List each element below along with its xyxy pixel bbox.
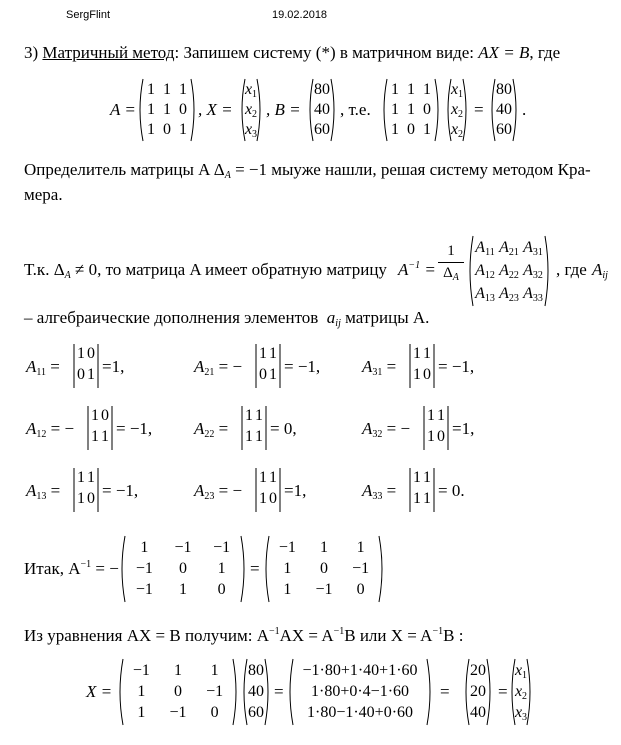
matrix-cell: −1 [132, 661, 150, 679]
inverse-line: Т.к. $\Delta_A \ne 0$, то матрица A имеет обратную матрицу [24, 260, 387, 281]
minor-result: = −1, [438, 357, 475, 376]
minor-label: $A_{33}$ = [362, 481, 397, 502]
dot: . [522, 100, 527, 119]
matrix-cell: 1 [210, 661, 219, 679]
vector-cell: $x_1$ [514, 661, 528, 681]
matrix-cell: 1 [391, 121, 399, 138]
inverse-fraction [438, 243, 464, 283]
matrix-cell: 0 [423, 101, 431, 118]
minor-cell: 0 [423, 366, 431, 383]
matrix-cell: 1 [391, 101, 399, 118]
minor-label: $A_{22}$ = [194, 419, 229, 440]
vector-cell: $x_2$ [514, 683, 528, 702]
vector-cell: $x_1$ [244, 81, 258, 100]
itak-eq: = − [95, 559, 119, 578]
matrix-cell: −1 [278, 538, 296, 556]
minor-result: = −1, [284, 357, 321, 376]
intro-equation: AX = B [478, 43, 530, 62]
alg-text: – алгебраические дополнения элементов [24, 308, 319, 327]
from-eq-1: Из уравнения AX = B получим: A [24, 626, 269, 645]
author-label: SergFlint [66, 9, 111, 21]
matrix-cell: 1 [178, 581, 187, 599]
matrix-cell: −1 [352, 560, 370, 577]
alg-line: – алгебраические дополнения элементов $a_{ij}$ матрицы A. [24, 308, 430, 329]
vector-cell: 20 [470, 661, 486, 679]
minor-cell: 1 [269, 366, 277, 383]
vector-cell: 40 [470, 704, 486, 722]
matrix-A-2 [380, 77, 442, 143]
from-eq-4: B : [443, 626, 464, 645]
matrix-cell: 1 [319, 538, 328, 556]
minor-cell: 0 [437, 428, 445, 445]
aij-letter: A [592, 260, 603, 279]
matrix-cell: 1 [407, 81, 415, 98]
matrix-cell: 0 [356, 581, 365, 599]
minor-determinant [408, 342, 436, 390]
matrix-cell: 1 [423, 81, 431, 98]
minor-cell: 1 [423, 469, 431, 486]
matrix-cell: $A_{21}$ [499, 239, 519, 259]
alg-text-2: матрицы A. [345, 308, 430, 327]
final-inverse [116, 657, 240, 727]
final-x [508, 657, 534, 727]
matrix-cell: 0 [179, 101, 187, 118]
inverse-A-symbol: $A^{-1}$ = [398, 260, 436, 279]
vector-cell: $x_1$ [450, 81, 464, 100]
where-label: , где [556, 260, 587, 279]
vector-cell: 80 [496, 81, 512, 98]
matrix-cell: 1 [179, 81, 187, 98]
vector-cell: 80 [248, 661, 264, 679]
minor-label: $A_{32}$ = − [362, 419, 411, 440]
vector-cell: 1·80−1·40+0·60 [306, 704, 414, 722]
matrix-cell: 0 [173, 683, 182, 700]
vector-B-2 [488, 77, 520, 143]
matrix-cell: 1 [179, 121, 187, 138]
vector-cell: 60 [496, 121, 512, 138]
vector-cell: −1·80+1·40+1·60 [302, 661, 418, 679]
minor-determinant [254, 342, 282, 390]
def-X-label: , X = [198, 100, 233, 119]
minor-cell: 1 [413, 469, 421, 486]
minor-determinant [72, 342, 100, 390]
matrix-cell: 1 [140, 538, 149, 556]
minor-cell: 1 [423, 490, 431, 507]
minor-determinant [240, 404, 268, 452]
minor-result: = 0, [270, 419, 297, 438]
final-X-label: X = [86, 682, 113, 701]
minor-cell: 1 [413, 366, 421, 383]
minor-determinant [86, 404, 114, 452]
inverse-cofactor-matrix [466, 234, 552, 308]
def-B-label: , B = [266, 100, 301, 119]
minor-label: $A_{31}$ = [362, 357, 397, 378]
minor-cell: 1 [77, 490, 85, 507]
intro-text: : Запишем систему (*) в матричном виде: [174, 43, 479, 62]
vector-cell: $x_2$ [450, 121, 464, 140]
det-text: Определитель матрицы A Δ [24, 160, 225, 179]
minor-cell: 1 [437, 407, 445, 424]
inverse-matrix-neg [118, 534, 248, 604]
vector-cell: 40 [496, 101, 512, 118]
matrix-cell: 1 [147, 81, 155, 98]
minor-determinant [408, 466, 436, 514]
from-eq-2: AX = A [279, 626, 334, 645]
matrix-cell: 1 [407, 101, 415, 118]
vector-cell: 80 [314, 81, 330, 98]
minor-cell: 1 [427, 407, 435, 424]
itak-text: Итак, A [24, 559, 81, 578]
matrix-cell: $A_{31}$ [523, 239, 543, 259]
minor-cell: 1 [91, 407, 99, 424]
vector-cell: $x_2$ [450, 101, 464, 120]
det-line-2: мера. [24, 185, 63, 204]
minor-cell: 1 [245, 407, 253, 424]
matrix-cell: −1 [135, 581, 153, 599]
matrix-cell: 1 [173, 661, 182, 679]
matrix-cell: 0 [319, 560, 328, 577]
matrix-cell: 1 [137, 704, 146, 722]
inverse-text-1: Т.к. Δ [24, 260, 65, 279]
matrix-cell: −1 [135, 560, 153, 577]
frac-delta: Δ [443, 265, 453, 281]
vector-X-2 [444, 77, 470, 143]
frac-num: 1 [438, 243, 464, 263]
vector-cell: 20 [470, 683, 486, 700]
matrix-cell: $A_{33}$ [523, 284, 543, 304]
minor-label: $A_{13}$ = [26, 481, 61, 502]
eq-sign: = [474, 100, 484, 119]
matrix-cell: −1 [174, 538, 192, 556]
minor-result: = −1, [116, 419, 153, 438]
minor-determinant [422, 404, 450, 452]
det-line-1: Определитель матрицы A $\Delta_A = -1$ мыуже нашли, решая систему методом Кра- [24, 160, 591, 181]
minor-cell: 1 [245, 428, 253, 445]
matrix-cell: −1 [169, 704, 187, 722]
minor-cell: 1 [423, 345, 431, 362]
matrix-cell: −1 [206, 683, 224, 700]
matrix-cell: $A_{32}$ [523, 262, 543, 281]
matrix-cell: −1 [315, 581, 333, 599]
minor-cell: 1 [259, 345, 267, 362]
minor-cell: 0 [87, 490, 95, 507]
date-label: 19.02.2018 [272, 9, 328, 21]
matrix-cell: 1 [283, 560, 292, 577]
matrix-cell: 1 [283, 581, 292, 599]
final-B [240, 657, 272, 727]
matrix-cell: 0 [178, 560, 187, 577]
minor-cell: 1 [269, 469, 277, 486]
minor-cell: 0 [101, 407, 109, 424]
matrix-cell: 1 [423, 121, 431, 138]
inverse-A-letter: A [398, 260, 409, 279]
from-eq-line: Из уравнения AX = B получим: $A^{-1}AX = A^{-1}B$ или $X = A^{-1}B$ : [24, 626, 464, 645]
minor-label: $A_{12}$ = − [26, 419, 75, 440]
minor-cell: 1 [255, 428, 263, 445]
minor-result: =1, [284, 481, 307, 500]
matrix-cell: 1 [356, 538, 365, 556]
minor-cell: 1 [91, 428, 99, 445]
minor-result: =1, [102, 357, 125, 376]
minor-result: =1, [452, 419, 475, 438]
vector-cell: 60 [314, 121, 330, 138]
minor-cell: 1 [259, 490, 267, 507]
minor-cell: 1 [77, 469, 85, 486]
matrix-cell: $A_{23}$ [499, 284, 519, 304]
inverse-matrix [262, 534, 386, 604]
def-A-label: A = [110, 100, 136, 119]
vector-cell: 1·80+0·4−1·60 [310, 683, 410, 700]
minor-determinant [254, 466, 282, 514]
intro-tail: , где [529, 43, 561, 62]
minor-cell: 0 [77, 366, 85, 383]
minor-result: = −1, [102, 481, 139, 500]
matrix-cell: 0 [163, 121, 171, 138]
frac-den: $\Delta_A$ [443, 265, 459, 283]
matrix-cell: 1 [147, 101, 155, 118]
minor-cell: 1 [269, 345, 277, 362]
matrix-cell: 1 [147, 121, 155, 138]
matrix-cell: 1 [391, 81, 399, 98]
matrix-cell: $A_{13}$ [475, 284, 495, 304]
minor-cell: 1 [255, 407, 263, 424]
matrix-cell: 1 [217, 560, 226, 577]
matrix-cell: $A_{22}$ [499, 262, 519, 281]
inverse-text-2: ≠ 0, то матрица A имеет обратную матрицу [70, 260, 387, 279]
minor-cell: 0 [269, 490, 277, 507]
minor-label: $A_{21}$ = − [194, 357, 243, 378]
matrix-A [136, 77, 198, 143]
matrix-cell: 0 [210, 704, 219, 722]
final-eq-3: = [498, 682, 508, 701]
minor-cell: 1 [427, 428, 435, 445]
minor-cell: 0 [87, 345, 95, 362]
final-calc [286, 657, 434, 727]
step-number: 3) [24, 43, 43, 62]
minor-cell: 1 [259, 469, 267, 486]
minor-determinant [72, 466, 100, 514]
minor-label: $A_{23}$ = − [194, 481, 243, 502]
minor-cell: 1 [413, 345, 421, 362]
minor-cell: 0 [259, 366, 267, 383]
matrix-cell: 0 [407, 121, 415, 138]
vector-cell: 40 [314, 101, 330, 118]
minor-cell: 1 [87, 469, 95, 486]
matrix-cell: $A_{11}$ [475, 239, 495, 259]
intro-line [24, 44, 560, 61]
det-text-b: = −1 мыуже нашли, решая систему методом Кра- [230, 160, 591, 179]
matrix-cell: −1 [213, 538, 231, 556]
minor-label: $A_{11}$ = [26, 357, 60, 378]
final-eq-1: = [274, 682, 284, 701]
vector-cell: 40 [248, 683, 264, 700]
final-eq-2: = [440, 682, 450, 701]
matrix-cell: 1 [163, 81, 171, 98]
vector-cell: $x_2$ [244, 101, 258, 120]
vector-X [238, 77, 264, 143]
matrix-cell: $A_{12}$ [475, 262, 495, 281]
method-title: Матричный метод [42, 43, 175, 62]
aij-symbol: $A_{ij}$ [592, 260, 608, 281]
from-eq-3: B или X = A [344, 626, 433, 645]
vector-cell: $x_3$ [244, 121, 258, 140]
itak-eq2: = [250, 559, 260, 578]
minor-cell: 1 [101, 428, 109, 445]
vector-B [306, 77, 338, 143]
vector-cell: 60 [248, 704, 264, 722]
te-label: , т.е. [340, 100, 371, 119]
minor-result: = 0. [438, 481, 465, 500]
final-result [462, 657, 494, 727]
minor-cell: 1 [413, 490, 421, 507]
itak-label: Итак, $A^{-1}$ = − [24, 559, 119, 578]
matrix-cell: 0 [217, 581, 226, 599]
matrix-cell: 1 [163, 101, 171, 118]
matrix-cell: 1 [137, 683, 146, 700]
vector-cell: $x_3$ [514, 704, 528, 724]
minor-cell: 1 [87, 366, 95, 383]
minor-cell: 1 [77, 345, 85, 362]
